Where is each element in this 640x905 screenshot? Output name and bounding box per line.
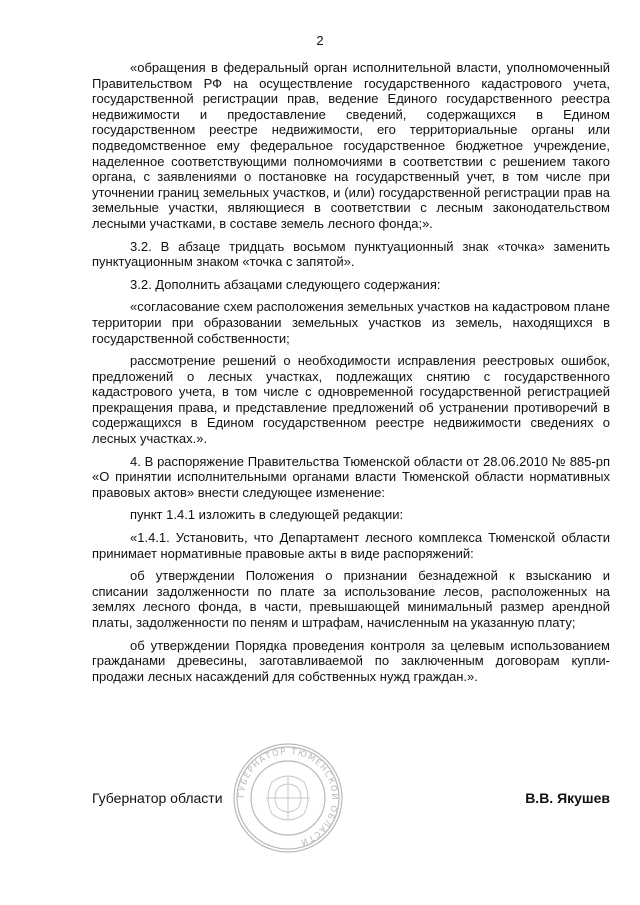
signatory-title: Губернатор области bbox=[92, 790, 223, 806]
page-number: 2 bbox=[316, 33, 324, 48]
paragraph: 3.2. В абзаце тридцать восьмом пунктуационный знак «точка» заменить пунктуационным знаком «точка с запятой». bbox=[92, 238, 610, 270]
paragraph: 4. В распоряжение Правительства Тюменской области от 28.06.2010 № 885-рп «О принятии исполнительными органами власти Тюменской области нормативных правовых актов» внести следующее изменение: bbox=[92, 453, 610, 500]
paragraph: «1.4.1. Установить, что Департамент лесного комплекса Тюменской области принимает нормативные правовые акты в виде распоряжений: bbox=[92, 530, 610, 561]
paragraph: пункт 1.4.1 изложить в следующей редакции: bbox=[130, 507, 404, 523]
signature-block bbox=[92, 791, 610, 813]
paragraph: 3.2. Дополнить абзацами следующего содержания: bbox=[130, 276, 441, 292]
paragraph: об утверждении Порядка проведения контроля за целевым использованием гражданами древесины, заготавливаемой по заключенным договорам купли-продажи лесных насаждений для собственных нужд граждан.». bbox=[92, 637, 610, 684]
svg-text:ГУБЕРНАТОР ТЮМЕНСКОЙ ОБЛАСТИ: ГУБЕРНАТОР ТЮМЕНСКОЙ ОБЛАСТИ bbox=[235, 745, 341, 849]
paragraph: рассмотрение решений о необходимости исправления реестровых ошибок, предложений о лесных участках, подлежащих снятию с государственного кадастрового учета, в том числе с одновременной государственной регистрацией прекращения права, и представление предложений об устранении противоречий в содержащихся в Едином государственном реестре недвижимости сведениях о лесных участках.». bbox=[92, 353, 610, 447]
paragraph: об утверждении Положения о признании безнадежной к взысканию и списании задолженности по плате за использование лесов, расположенных на землях лесного фонда, в части, превышающей минимальный размер арендной платы, задолженности по пеням и штрафам, начисленным на указанную плату; bbox=[92, 568, 610, 630]
document-body bbox=[92, 60, 610, 691]
paragraph: «согласование схем расположения земельных участков на кадастровом плане территории при образовании земельных участков из земель, находящихся в государственной собственности; bbox=[92, 299, 610, 346]
signatory-name: В.В. Якушев bbox=[525, 790, 610, 806]
paragraph: «обращения в федеральный орган исполнительной власти, уполномоченный Правительством РФ на осуществление государственного кадастрового учета, государственной регистрации прав, ведение Единого государственного реестра недвижимости и предоставление сведений, содержащихся в Едином государственном реестре недвижимости, его территориальные органы или подведомственное ему федеральное государственное бюджетное учреждение, наделенное соответствующими полномочиями в соответствии с решением такого органа, с заявлениями о постановке на государственный учет, в том числе при уточнении границ земельных участков, и (или) государственной регистрации прав на земельные участки, являющиеся в соответствии с лесным законодательством лесными участками, в составе земель лесного фонда;». bbox=[92, 60, 610, 231]
